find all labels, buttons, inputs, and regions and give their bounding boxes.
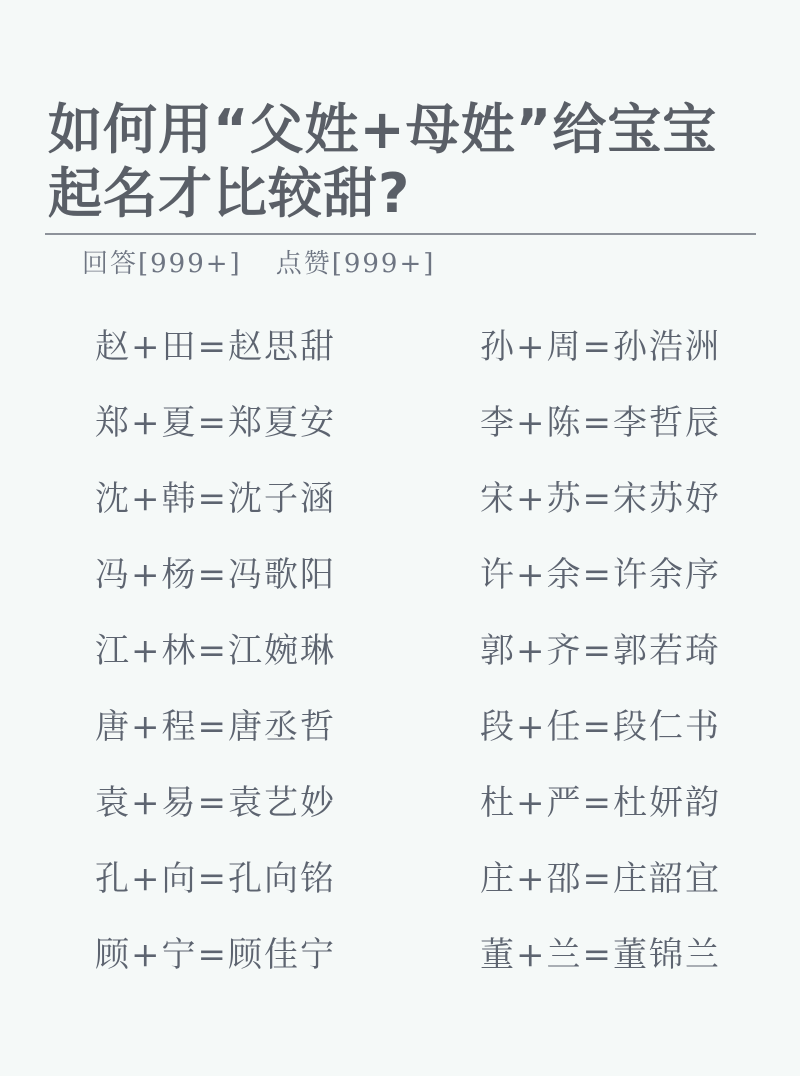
name-pair: 赵+田=赵思甜 <box>95 326 336 367</box>
post-title-line1: 如何用“父姓+母姓”给宝宝 <box>48 98 718 161</box>
name-pair: 江+林=江婉琳 <box>95 630 336 671</box>
name-pair: 董+兰=董锦兰 <box>480 934 721 975</box>
post-stats <box>82 249 800 279</box>
name-pair: 唐+程=唐丞哲 <box>95 706 336 747</box>
post-title <box>48 98 764 225</box>
name-pair: 李+陈=李哲辰 <box>480 402 721 443</box>
post-title-line2: 起名才比较甜? <box>48 161 411 225</box>
answer-count: 回答[999+] <box>82 249 242 280</box>
name-pair: 段+任=段仁书 <box>480 706 721 747</box>
name-pair: 孙+周=孙浩洲 <box>480 326 721 367</box>
name-combination-list <box>0 326 800 975</box>
name-pair: 郭+齐=郭若琦 <box>480 630 721 671</box>
name-pair: 许+余=许余序 <box>480 554 721 595</box>
name-pair: 沈+韩=沈子涵 <box>95 478 336 519</box>
name-pair: 冯+杨=冯歌阳 <box>95 554 336 595</box>
name-pair: 孔+向=孔向铭 <box>95 858 336 899</box>
name-pair: 郑+夏=郑夏安 <box>95 402 336 443</box>
name-pair: 顾+宁=顾佳宁 <box>95 934 336 975</box>
post-page <box>0 98 800 1076</box>
name-pair: 杜+严=杜妍韵 <box>480 782 721 823</box>
name-pair: 庄+邵=庄韶宜 <box>480 858 721 899</box>
name-pair: 袁+易=袁艺妙 <box>95 782 336 823</box>
like-count: 点赞[999+] <box>275 249 436 280</box>
name-pair: 宋+苏=宋苏妤 <box>480 478 721 519</box>
title-divider <box>45 233 756 235</box>
